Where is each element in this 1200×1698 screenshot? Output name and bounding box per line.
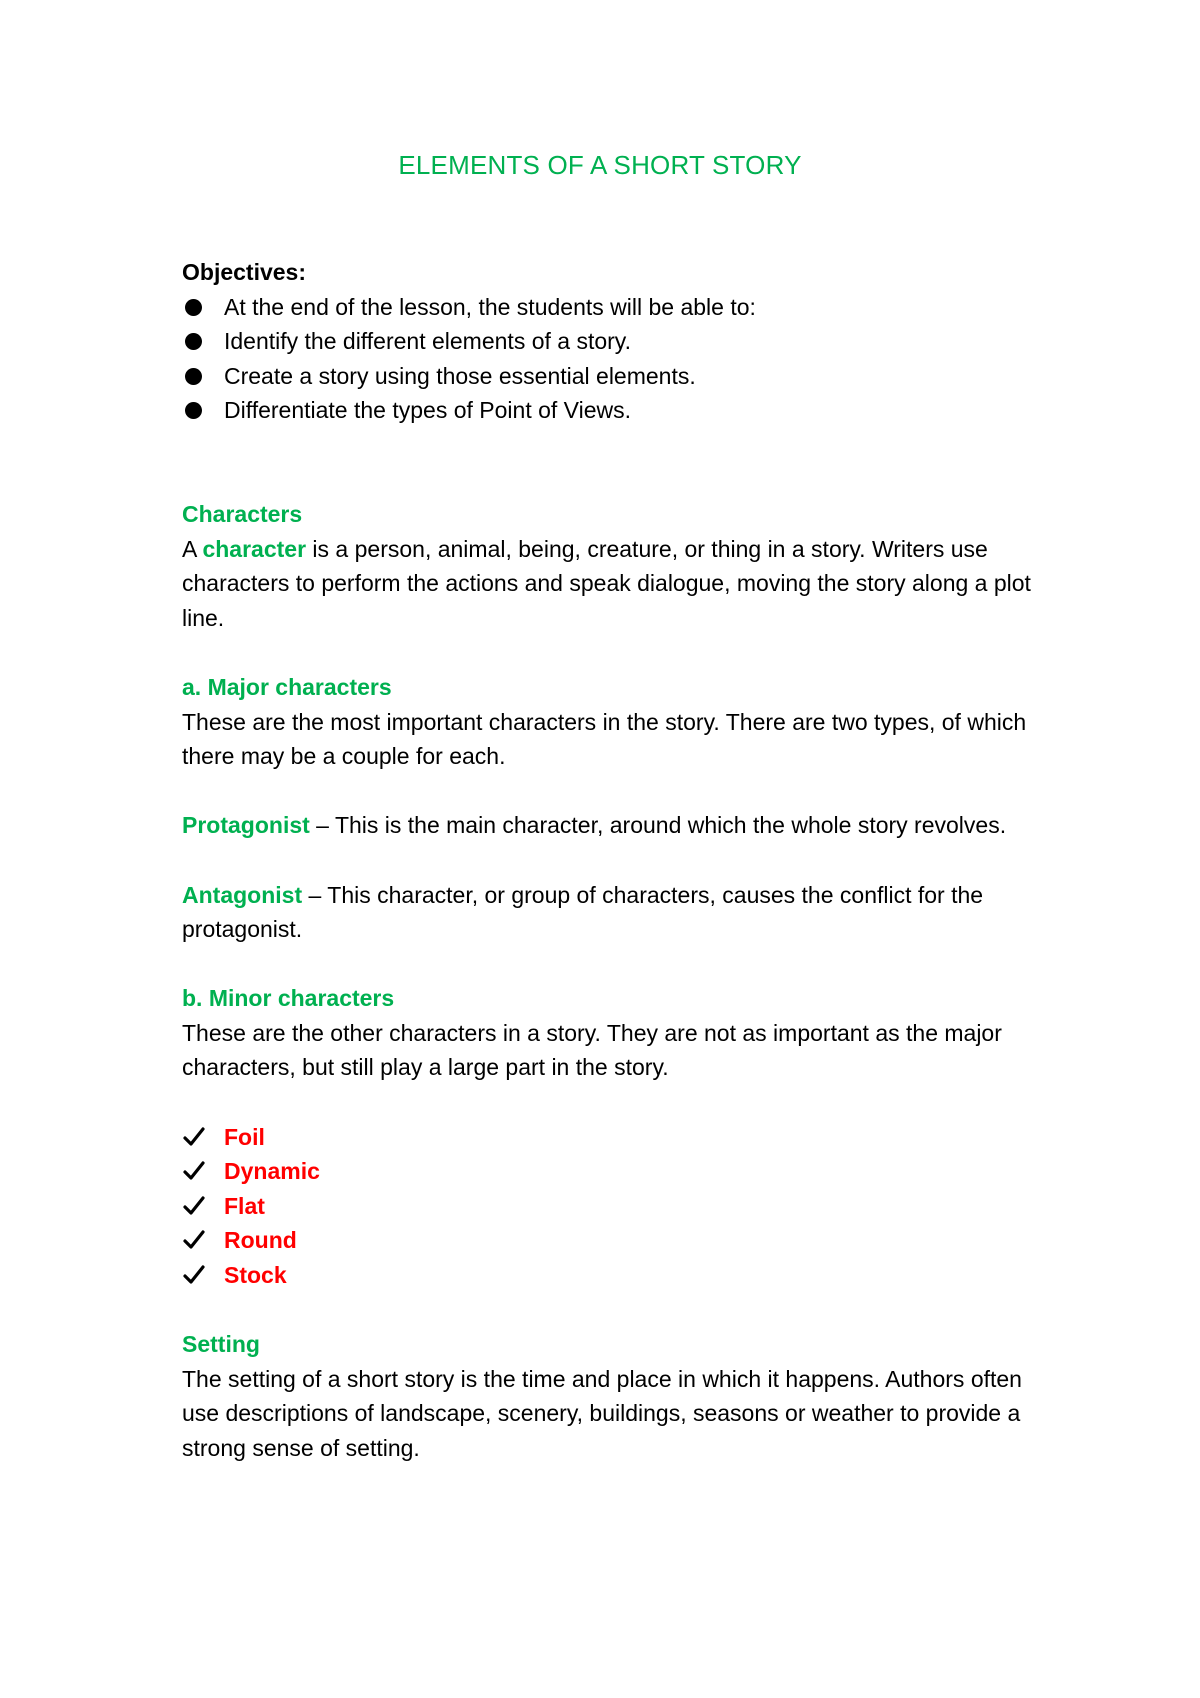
major-characters-heading: a. Major characters: [182, 673, 392, 700]
characters-intro-rest: is a person, animal, being, creature, or thing in a story. Writers use characters to perform the actions and speak dialogue, moving the story along a plot line.: [182, 535, 1031, 631]
page-title: ELEMENTS OF A SHORT STORY: [398, 150, 802, 180]
antagonist-text: – This character, or group of characters, causes the conflict for the protagonist.: [182, 881, 984, 943]
spacer: [182, 635, 1032, 670]
list-item: [182, 359, 1032, 394]
bullet-dot-icon: [185, 368, 202, 385]
characters-intro-prefix: A: [182, 535, 203, 562]
character-type-label: Foil: [224, 1123, 265, 1150]
setting-heading: Setting: [182, 1331, 260, 1358]
checkmark-icon: [182, 1194, 206, 1218]
major-characters-text: These are the most important characters in the story. There are two types, of which there may be a couple for each.: [182, 708, 1027, 770]
character-type-label: Dynamic: [224, 1158, 320, 1185]
character-term: character: [202, 535, 307, 562]
checkmark-icon: [182, 1263, 206, 1287]
characters-intro: [182, 532, 1032, 636]
list-item: [182, 1120, 1032, 1155]
bullet-dot-icon: [185, 402, 202, 419]
antagonist-paragraph: [182, 878, 1032, 947]
protagonist-term: Protagonist: [182, 812, 310, 839]
protagonist-paragraph: [182, 808, 1032, 843]
spacer: [182, 1085, 1032, 1120]
minor-characters-text: These are the other characters in a story. They are not as important as the major characters, but still play a large part in the story.: [182, 1019, 1002, 1081]
minor-characters-heading: b. Minor characters: [182, 985, 395, 1012]
list-item: [182, 393, 1032, 428]
characters-heading: Characters: [182, 500, 303, 527]
spacer: [182, 947, 1032, 982]
objective-text: Identify the different elements of a story.: [224, 328, 631, 355]
spacer: [182, 1293, 1032, 1328]
character-type-label: Round: [224, 1227, 297, 1254]
checkmark-icon: [182, 1159, 206, 1183]
checkmark-icon: [182, 1228, 206, 1252]
protagonist-text: – This is the main character, around which the whole story revolves.: [309, 812, 1007, 839]
list-item: [182, 1258, 1032, 1293]
objective-text: Differentiate the types of Point of Views.: [224, 397, 631, 424]
list-item: [182, 1154, 1032, 1189]
list-item: [182, 1189, 1032, 1224]
list-item: [182, 1223, 1032, 1258]
spacer: [182, 774, 1032, 809]
character-type-label: Flat: [224, 1192, 265, 1219]
objective-text: At the end of the lesson, the students will be able to:: [224, 293, 756, 320]
character-types-list: [182, 1120, 1032, 1293]
spacer: [182, 843, 1032, 878]
spacer: [182, 428, 1032, 497]
list-item: [182, 324, 1032, 359]
setting-text: The setting of a short story is the time and place in which it happens. Authors often use descriptions of landscape, scenery, buildings, seasons or weather to provide a strong sense of setting.: [182, 1365, 1022, 1461]
bullet-dot-icon: [185, 299, 202, 316]
checkmark-icon: [182, 1125, 206, 1149]
objective-text: Create a story using those essential elements.: [224, 362, 696, 389]
objectives-list: [182, 290, 1032, 428]
bullet-dot-icon: [185, 333, 202, 350]
list-item: [182, 290, 1032, 325]
objectives-heading: Objectives:: [182, 259, 306, 285]
antagonist-term: Antagonist: [182, 881, 303, 908]
character-type-label: Stock: [224, 1262, 287, 1289]
document-body: [182, 255, 1032, 1466]
